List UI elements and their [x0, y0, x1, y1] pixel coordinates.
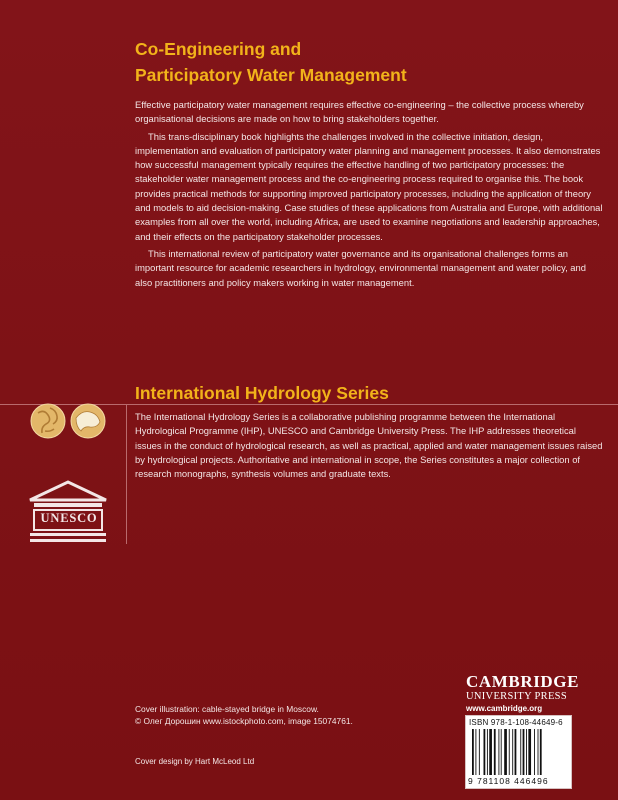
book-title-line-1: Co-Engineering and — [135, 39, 302, 59]
description-paragraph-3: This international review of participatory water governance and its organisational challenges forms an important resource for academic researchers in hydrology, environmental management and water policy, and also practitioners and policy makers working in water management. — [135, 247, 586, 288]
description-paragraph-2: This trans-disciplinary book highlights the challenges involved in the collective initiation, design, implementation and evaluation of participatory water planning and management processes. It also demonstrates how successful management typically requires the effective handling of two participatory processes: the stakeholder water management process and the co-engineering process required to organise this. The book provides practical methods for supporting improved participatory processes, including the application of theory and models to aid decision-making. Case studies of these applications from Australia and Europe, with additional examples from all over the world, including Africa, are used to examine negotiations and leadership approaches, and their effects on the participatory stakeholder processes. — [135, 130, 603, 242]
series-description: The International Hydrology Series is a collaborative publishing programme between the International Hydrological Programme (IHP), UNESCO and Cambridge University Press. The IHP addresses theoretical issues in the conduct of hydrological research, as well as practical, applied and water management issues raised by hydrological projects. Authoritative and international in scope, the Series constitutes a major collection of research monographs, synthesis volumes and graduate texts. — [135, 411, 603, 480]
publisher-url: www.cambridge.org — [466, 704, 543, 713]
illustration-credit-line-2: © Олег Дорошин www.istockphoto.com, image 15074761. — [135, 716, 353, 726]
book-description — [135, 98, 605, 293]
book-title — [135, 36, 407, 88]
cover-credits — [135, 703, 435, 727]
series-logos — [26, 396, 126, 546]
book-title-line-2: Participatory Water Management — [135, 65, 407, 85]
globe-icons — [31, 404, 105, 438]
series-title: International Hydrology Series — [135, 383, 389, 403]
series-divider-vertical — [126, 404, 127, 544]
publisher-press: UNIVERSITY PRESS — [466, 691, 567, 702]
publisher-name: CAMBRIDGE — [466, 672, 580, 691]
illustration-credit-line-1: Cover illustration: cable-stayed bridge in Moscow. — [135, 704, 319, 714]
barcode-number: 9 781108 446496 — [468, 776, 549, 786]
unesco-logo-text: UNESCO — [40, 511, 98, 525]
isbn-barcode — [465, 715, 572, 789]
isbn-label: ISBN 978-1-108-44649-6 — [469, 718, 563, 727]
barcode-bars — [472, 729, 566, 775]
cover-design-credit: Cover design by Hart McLeod Ltd — [135, 757, 255, 766]
description-paragraph-1: Effective participatory water management requires effective co-engineering – the collective process whereby organisational decisions are made on how to bring stakeholders together. — [135, 99, 584, 125]
publisher-logo — [466, 673, 586, 714]
